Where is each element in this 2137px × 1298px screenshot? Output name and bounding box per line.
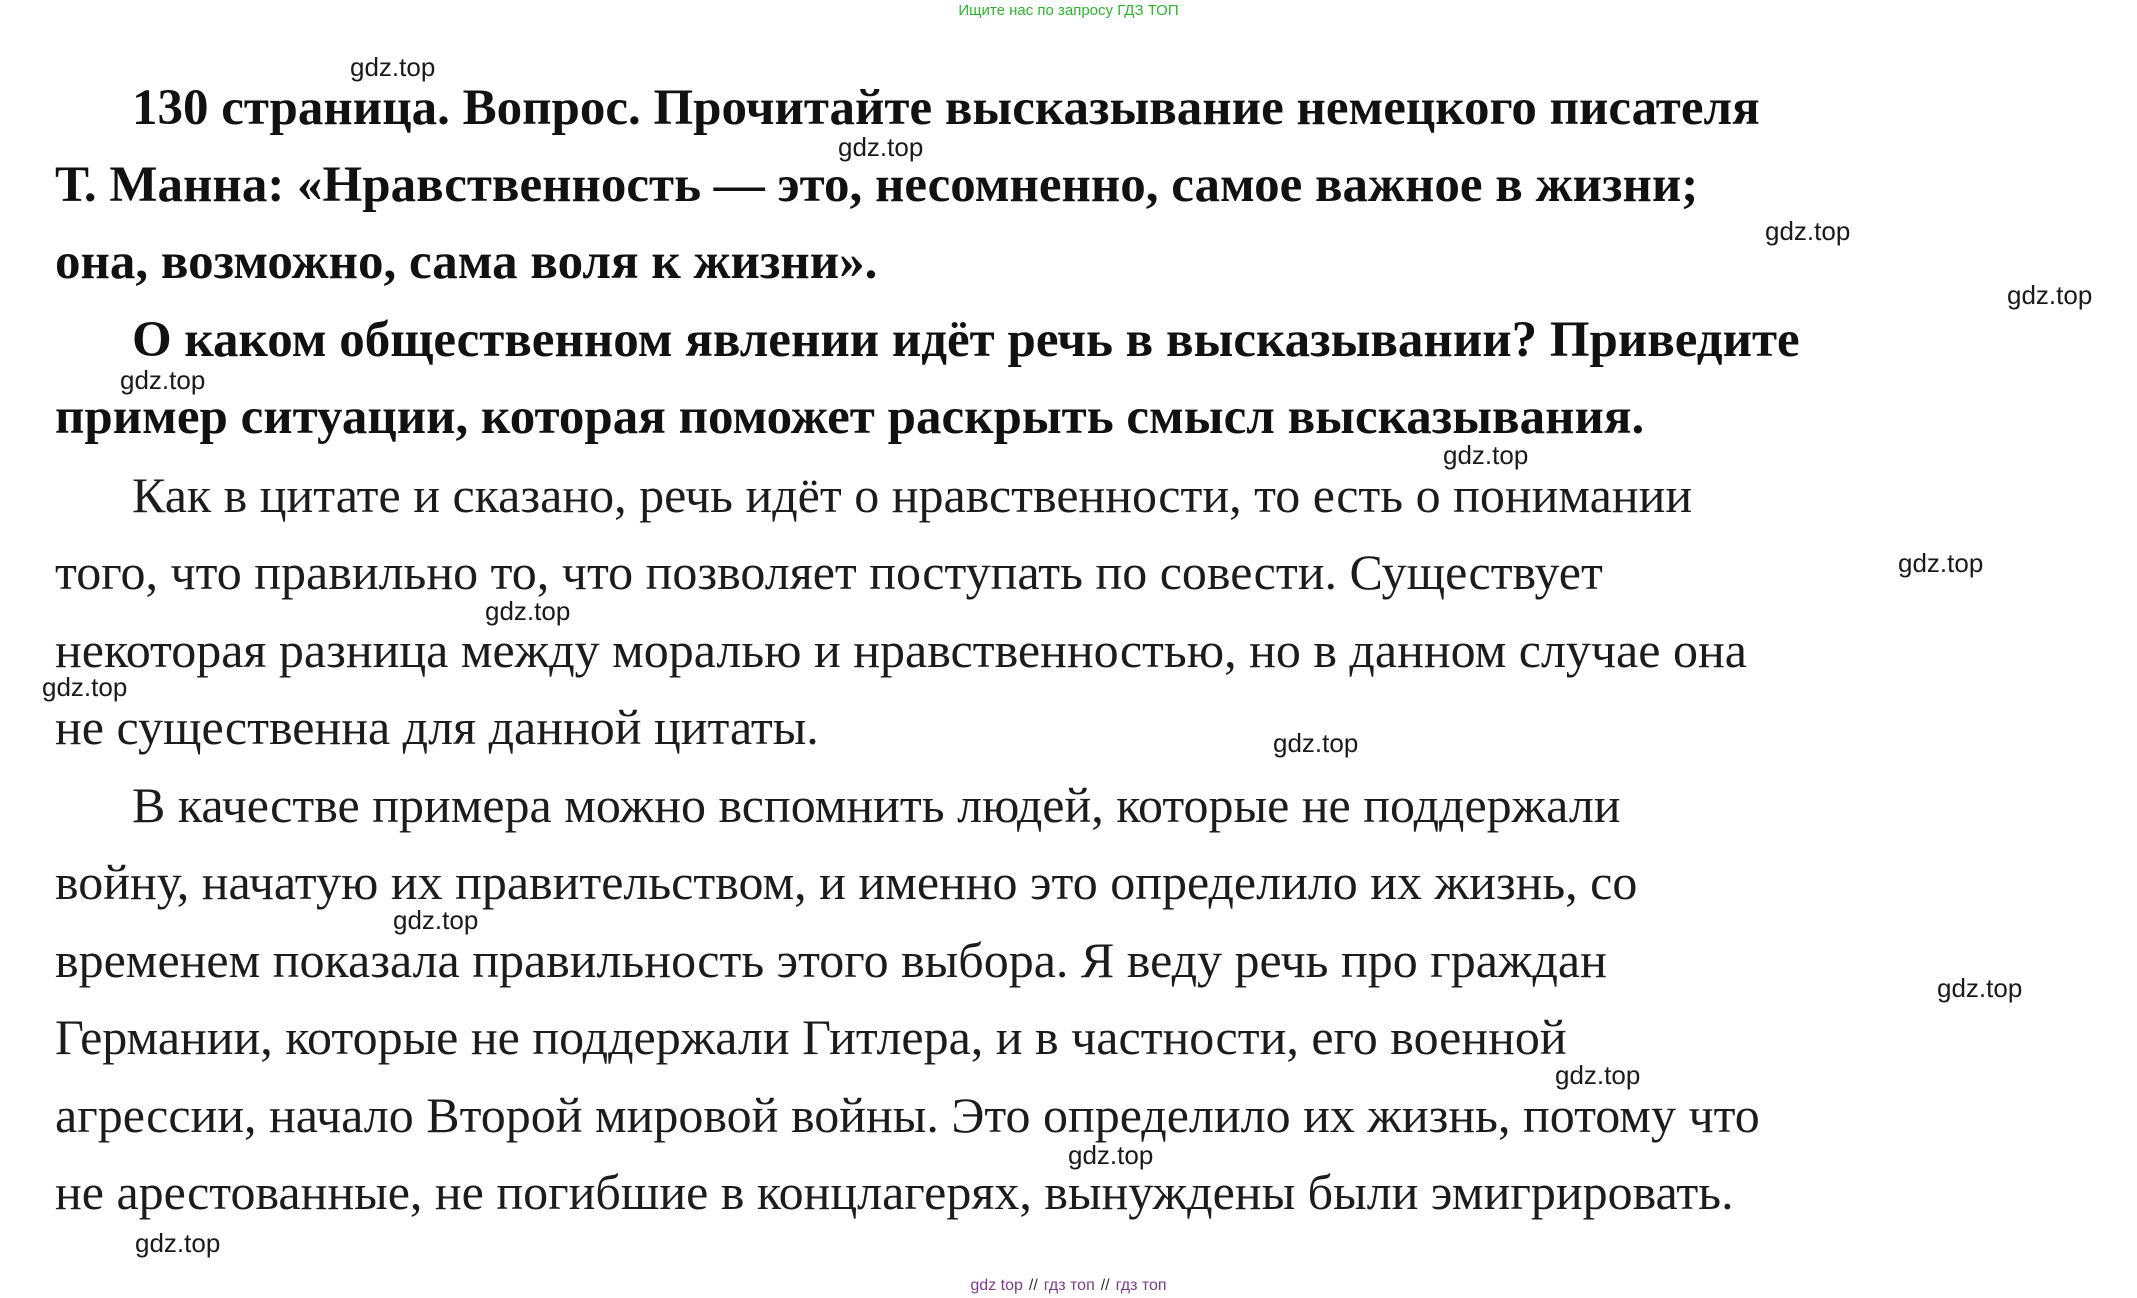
footer-link-gdz-top[interactable]: gdz top bbox=[970, 1277, 1023, 1294]
footer-link-gdz-top-ru[interactable]: гдз топ bbox=[1043, 1277, 1095, 1294]
question-line-1: 130 страница. Вопрос. Прочитайте высказывание немецкого писателя bbox=[132, 80, 1760, 136]
answer-line-6: войну, начатую их правительством, и именно это определило их жизнь, со bbox=[55, 854, 1638, 910]
watermark: gdz.top bbox=[2007, 280, 2093, 310]
watermark: gdz.top bbox=[485, 596, 571, 626]
footer-separator: // bbox=[1100, 1277, 1110, 1294]
watermark: gdz.top bbox=[1555, 1060, 1641, 1090]
watermark: gdz.top bbox=[1898, 548, 1984, 578]
watermark: gdz.top bbox=[838, 132, 924, 162]
watermark: gdz.top bbox=[1765, 216, 1851, 246]
watermark: gdz.top bbox=[135, 1228, 221, 1258]
answer-line-2: того, что правильно то, что позволяет поступать по совести. Существует bbox=[55, 544, 1603, 600]
question-line-5: пример ситуации, которая поможет раскрыть смысл высказывания. bbox=[55, 389, 1645, 445]
answer-line-9: агрессии, начало Второй мировой войны. Это определило их жизнь, потому что bbox=[55, 1087, 1760, 1143]
footer-separator: // bbox=[1028, 1277, 1038, 1294]
watermark: gdz.top bbox=[1273, 728, 1359, 758]
answer-line-3: некоторая разница между моралью и нравственностью, но в данном случае она bbox=[55, 622, 1747, 678]
answer-line-10: не арестованные, не погибшие в концлагерях, вынуждены были эмигрировать. bbox=[55, 1164, 1734, 1220]
question-line-2: Т. Манна: «Нравственность — это, несомненно, самое важное в жизни; bbox=[55, 157, 1699, 213]
question-line-4: О каком общественном явлении идёт речь в высказывании? Приведите bbox=[132, 312, 1800, 368]
top-banner[interactable]: Ищите нас по запросу ГДЗ ТОП bbox=[958, 2, 1179, 19]
watermark: gdz.top bbox=[1937, 973, 2023, 1003]
footer-link-gdz-top-ru-2[interactable]: гдз топ bbox=[1115, 1277, 1167, 1294]
watermark: gdz.top bbox=[1068, 1140, 1154, 1170]
watermark: gdz.top bbox=[350, 52, 436, 82]
watermark: gdz.top bbox=[42, 672, 128, 702]
answer-line-1: Как в цитате и сказано, речь идёт о нравственности, то есть о понимании bbox=[132, 467, 1693, 523]
answer-line-5: В качестве примера можно вспомнить людей, которые не поддержали bbox=[132, 777, 1621, 833]
footer-links bbox=[0, 1277, 2137, 1295]
answer-line-8: Германии, которые не поддержали Гитлера, и в частности, его военной bbox=[55, 1009, 1567, 1065]
watermark: gdz.top bbox=[1443, 440, 1529, 470]
question-line-3: она, возможно, сама воля к жизни». bbox=[55, 234, 878, 290]
answer-line-7: временем показала правильность этого выбора. Я веду речь про граждан bbox=[55, 932, 1607, 988]
watermark: gdz.top bbox=[120, 365, 206, 395]
answer-line-4: не существенна для данной цитаты. bbox=[55, 699, 819, 755]
watermark: gdz.top bbox=[393, 905, 479, 935]
